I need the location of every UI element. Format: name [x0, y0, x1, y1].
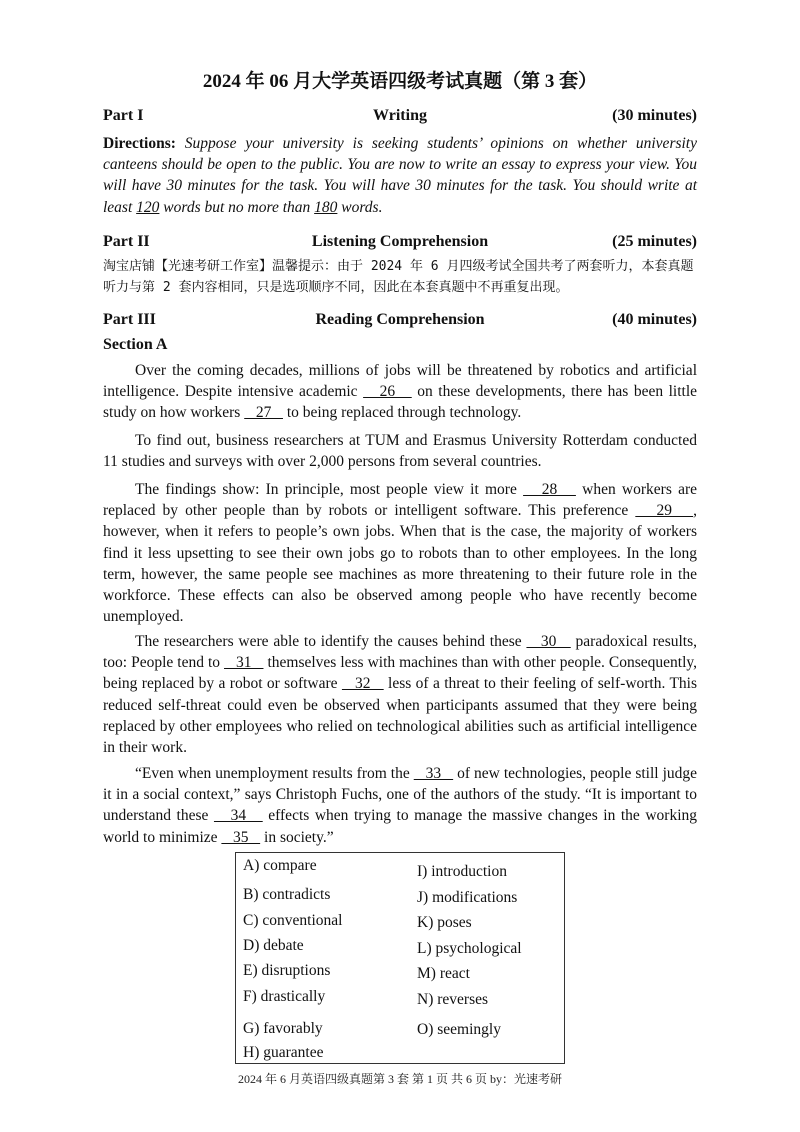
- passage-paragraph-4: [103, 631, 697, 758]
- min-words: 120: [136, 198, 160, 216]
- part-3-label: Part III: [103, 311, 156, 328]
- passage-paragraph-2: To find out, business researchers at TUM and Erasmus University Rotterdam conducted 11 studies and surveys with over 2,000 persons from several countries.: [103, 432, 697, 471]
- option-e: E) disruptions: [243, 962, 331, 979]
- passage-paragraph-5: [103, 763, 697, 848]
- part-1-header: [103, 107, 697, 129]
- part-1-time: (30 minutes): [612, 107, 697, 124]
- word-bank: [235, 852, 565, 1064]
- p3-text-c: , however, when it refers to people’s own jobs. When that is the case, the majority of workers find it less upsetting to see their own jobs go to robots than to other employees. In the long term, however, the same people see machines as more threatening to their future role in the workforce. These effects can also be observed among people who have recently become unemployed.: [103, 502, 697, 626]
- blank-33: 33: [413, 765, 454, 782]
- part-3-time: (40 minutes): [612, 311, 697, 328]
- part-2-time: (25 minutes): [612, 233, 697, 250]
- option-j: J) modifications: [417, 889, 518, 906]
- option-c: C) conventional: [243, 912, 343, 929]
- blank-30: 30: [526, 633, 571, 650]
- option-b: B) contradicts: [243, 886, 331, 903]
- part-2-name: Listening Comprehension: [311, 233, 489, 250]
- max-words: 180: [314, 198, 338, 216]
- passage-paragraph-3: [103, 479, 697, 627]
- p5-text-c: effects when trying to manage the massive changes in the working world to minimize: [103, 807, 698, 846]
- p4-text-b: paradoxical results, too: People tend to: [103, 633, 697, 672]
- option-n: N) reverses: [417, 991, 489, 1008]
- p1-text-a: Over the coming decades, millions of jobs will be threatened by robotics and artificial intelligence. Despite intensive academic: [103, 362, 697, 401]
- p4-text-a: The researchers were able to identify the causes behind these: [135, 633, 527, 650]
- blank-26: 26: [363, 383, 412, 401]
- option-g: G) favorably: [243, 1020, 323, 1037]
- page-footer: 2024 年 6 月英语四级真题第 3 套 第 1 页 共 6 页 by：光速考研: [237, 1072, 562, 1086]
- passage-paragraph-1: [103, 360, 697, 424]
- directions-text-a: Suppose your university is seeking students’ opinions on whether university canteens should be open to the public. You are now to write an essay to express your view. You will have 30 minutes for the task. You will have 30 minutes for the task. You should write at least: [103, 135, 697, 216]
- part-1-name: Writing: [373, 107, 427, 124]
- listening-notice: 淘宝店铺【光速考研工作室】温馨提示：由于 2024 年 6 月四级考试全国共考了两套听力，本套真题听力与第 2 套内容相同，只是选项顺序不同，因此在本套真题中不再重复出现。: [103, 259, 694, 295]
- blank-29: 29: [635, 502, 694, 520]
- blank-32: 32: [341, 675, 384, 693]
- writing-directions: [103, 133, 697, 218]
- p3-text-b: when workers are replaced by other people than by robots or intelligent software. This preference: [103, 481, 697, 520]
- part-2-label: Part II: [103, 233, 150, 250]
- option-k: K) poses: [417, 914, 472, 931]
- part-2-header: [103, 233, 697, 255]
- directions-text-b: words but no more than: [159, 198, 315, 216]
- option-d: D) debate: [243, 937, 304, 954]
- p5-text-d: in society.”: [260, 828, 334, 846]
- blank-28: 28: [523, 481, 576, 498]
- part-3-header: [103, 311, 697, 333]
- directions-text-c: words.: [337, 198, 383, 216]
- option-i: I) introduction: [417, 863, 507, 880]
- option-f: F) drastically: [243, 988, 326, 1005]
- option-a: A) compare: [243, 857, 317, 874]
- option-o: O) seemingly: [417, 1021, 501, 1038]
- page-title: 2024 年 06 月大学英语四级考试真题（第 3 套）: [202, 71, 598, 92]
- section-a-heading: Section A: [103, 336, 168, 353]
- option-h: H) guarantee: [243, 1044, 324, 1061]
- p1-text-b: on these developments, there has been little study on how workers: [103, 383, 698, 422]
- blank-34: 34: [213, 807, 263, 825]
- blank-31: 31: [224, 654, 264, 672]
- option-m: M) react: [417, 965, 470, 982]
- blank-35: 35: [221, 828, 261, 846]
- p5-text-a: “Even when unemployment results from the: [135, 765, 414, 782]
- directions-label: Directions:: [103, 135, 176, 152]
- part-3-name: Reading Comprehension: [315, 311, 485, 328]
- p5-text-b: of new technologies, people still judge it in a social context,” says Christoph Fuchs, one of the authors of the study. “It is important to understand these: [103, 765, 698, 825]
- blank-27: 27: [244, 404, 283, 422]
- p1-text-c: to being replaced through technology.: [282, 404, 522, 422]
- option-l: L) psychological: [417, 940, 522, 957]
- part-1-label: Part I: [103, 107, 144, 124]
- p4-text-d: less of a threat to their feeling of self-worth. This reduced self-threat could even be observed when participants assumed that they were being replaced by other employees who relied on technological abilities such as artificial intelligence in their work.: [103, 675, 698, 757]
- p4-text-c: themselves less with machines than with other people. Consequently, being replaced by a robot or software: [103, 654, 697, 693]
- p3-text-a: The findings show: In principle, most people view it more: [135, 481, 524, 498]
